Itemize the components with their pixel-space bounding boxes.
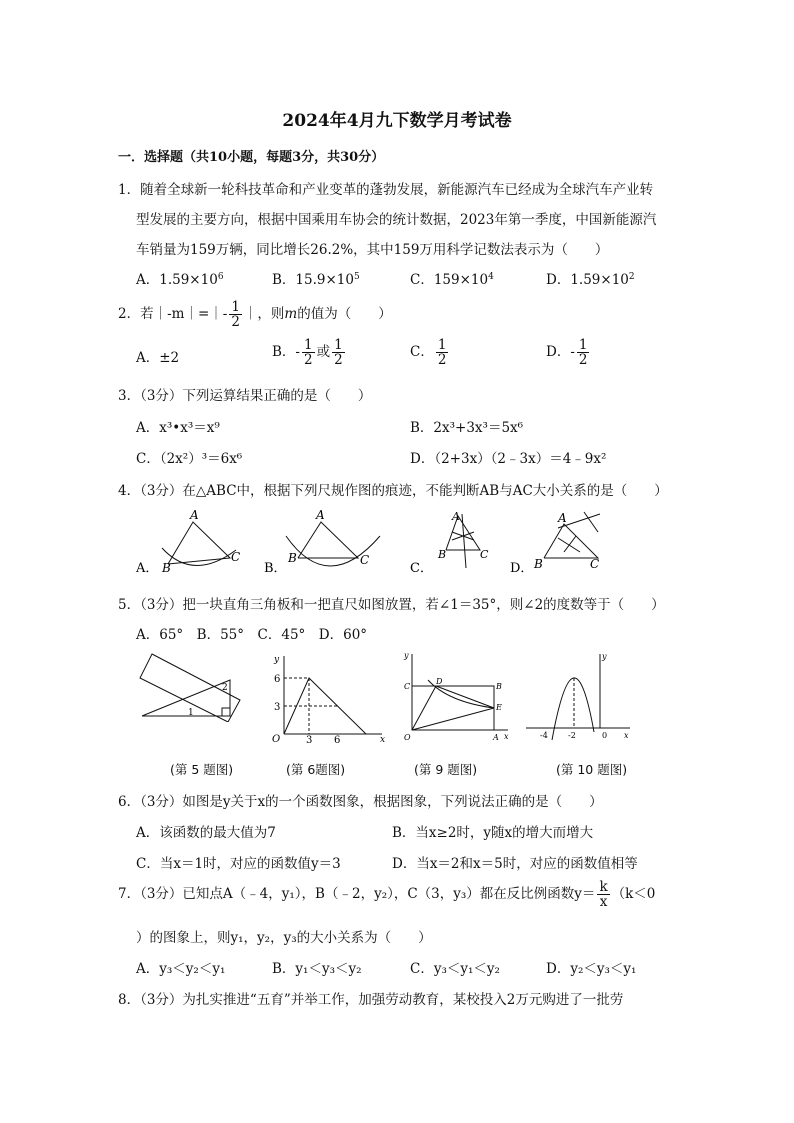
- q2-option-d: D．- $\frac{1}{2}$: [546, 337, 588, 368]
- svg-text:A: A: [558, 511, 567, 525]
- svg-text:O: O: [404, 733, 411, 742]
- figure-5-caption: (第 5 题图): [170, 762, 234, 777]
- svg-text:y: y: [274, 655, 280, 665]
- q1-line2: 型发展的主要方向，根据中国乘用车协会的统计数据，2023年第一季度，中国新能源汽: [136, 212, 657, 228]
- svg-text:B: B: [496, 682, 502, 691]
- q2-option-a: A．±2: [136, 350, 180, 366]
- q7-option-b: B．y₁＜y₃＜y₂: [272, 961, 362, 977]
- q6-option-b: B．当x≥2时，y随x的增大而增大: [392, 825, 594, 841]
- q1-option-c: C．$159\times 10^4$: [410, 272, 494, 288]
- q1-option-b: B．$15.9\times 10^5$: [272, 272, 360, 288]
- q4-label-c: C．: [410, 561, 433, 576]
- svg-text:A: A: [190, 508, 199, 522]
- section-heading: 一．选择题（共10小题，每题3分，共30分）: [118, 150, 385, 165]
- q4-stem: 4．（3分）在△ABC中，根据下列尺规作图的痕迹，不能判断AB与AC大小关系的是（ ）: [118, 483, 668, 499]
- svg-text:x: x: [624, 731, 629, 740]
- q2-option-c: C． $\frac{1}{2}$: [410, 337, 447, 368]
- svg-text:1: 1: [188, 708, 194, 718]
- q4-label-d: D．: [510, 561, 534, 576]
- svg-text:C: C: [360, 553, 370, 567]
- q7-option-a: A．y₃＜y₂＜y₁: [136, 961, 226, 977]
- q1-line1: 1．随着全球新一轮科技革命和产业变革的蓬勃发展，新能源汽车已经成为全球汽车产业转: [118, 182, 654, 198]
- q2-stem: 2．若｜-m｜=｜- $\frac{1}{2}$ ｜，则m的值为（ ）: [118, 299, 392, 330]
- q4-figure-d: [544, 512, 600, 558]
- svg-text:A: A: [316, 508, 325, 522]
- svg-text:O: O: [272, 734, 281, 744]
- q7-option-d: D．y₂＜y₃＜y₁: [546, 961, 637, 977]
- figure-10-caption: (第 10 题图): [556, 762, 628, 777]
- q4-figure-a: [162, 522, 236, 566]
- q7-line2: ）的图象上，则y₁，y₂，y₃的大小关系为（ ）: [136, 930, 432, 946]
- q7-option-c: C．y₃＜y₁＜y₂: [410, 961, 500, 977]
- svg-text:y: y: [404, 651, 409, 660]
- svg-text:B: B: [438, 548, 447, 561]
- q4-figures: [118, 506, 638, 578]
- q4-label-a: A．: [136, 561, 159, 576]
- svg-text:3: 3: [306, 735, 313, 744]
- svg-text:C: C: [404, 682, 411, 691]
- svg-text:B: B: [288, 551, 297, 565]
- q4-label-b: B．: [264, 561, 287, 576]
- q5-stem: 5．（3分）把一块直角三角板和一把直尺如图放置，若∠1＝35°，则∠2的度数等于（ ）: [118, 597, 665, 613]
- svg-text:B: B: [162, 561, 171, 575]
- figure-5: [130, 650, 250, 722]
- q3-option-c: C．（2x²）³＝6x⁶: [136, 451, 243, 467]
- svg-text:0: 0: [602, 731, 608, 740]
- svg-text:C: C: [480, 548, 489, 561]
- figure-6-caption: (第 6题图): [286, 762, 346, 777]
- q3-option-a: A．x³•x³＝x⁹: [136, 420, 220, 436]
- svg-text:x: x: [504, 732, 509, 741]
- svg-text:A: A: [493, 733, 499, 742]
- q6-option-c: C．当x＝1时，对应的函数值y＝3: [136, 856, 341, 872]
- svg-text:-2: -2: [568, 731, 576, 740]
- svg-text:-4: -4: [540, 731, 548, 740]
- svg-text:2: 2: [222, 683, 228, 693]
- figure-10: [522, 650, 634, 742]
- q6-option-d: D．当x＝2和x＝5时，对应的函数值相等: [392, 856, 638, 872]
- svg-text:6: 6: [334, 735, 341, 744]
- svg-text:A: A: [452, 510, 460, 523]
- svg-text:D: D: [436, 677, 443, 686]
- q6-option-a: A．该函数的最大值为7: [136, 825, 276, 841]
- q7-line1: 7．（3分）已知点A（﹣4，y₁），B（﹣2，y₂），C（3，y₃）都在反比例函数y＝ $\frac{k}{x}$ （k＜0: [118, 879, 656, 910]
- figure-9: [398, 650, 514, 742]
- svg-text:E: E: [496, 703, 502, 712]
- q5-options: A．65° B．55° C．45° D．60°: [136, 627, 368, 643]
- svg-text:C: C: [590, 557, 600, 571]
- q1-option-a: A．$1.59\times 10^6$: [136, 272, 224, 288]
- q3-option-d: D．（2+3x）（2﹣3x）＝4﹣9x²: [410, 451, 607, 467]
- q3-option-b: B．2x³+3x³＝5x⁶: [410, 420, 524, 436]
- svg-text:6: 6: [274, 674, 281, 685]
- q6-stem: 6．（3分）如图是y关于x的一个函数图象，根据图象，下列说法正确的是（ ）: [118, 794, 603, 810]
- svg-text:y: y: [602, 652, 607, 661]
- svg-text:3: 3: [274, 702, 281, 713]
- q3-stem: 3．（3分）下列运算结果正确的是（ ）: [118, 388, 372, 404]
- figure-9-caption: (第 9 题图): [414, 762, 478, 777]
- svg-text:x: x: [380, 735, 386, 744]
- page-title: 2024年4月九下数学月考试卷: [282, 111, 512, 131]
- svg-text:B: B: [534, 557, 543, 571]
- svg-text:C: C: [231, 550, 241, 564]
- q2-option-b: B．- $\frac{1}{2}$ 或 $\frac{1}{2}$: [272, 337, 343, 368]
- figure-6: [264, 648, 390, 744]
- q1-option-d: D．$1.59\times 10^2$: [546, 272, 635, 288]
- q1-line3: 车销量为159万辆，同比增长26.2%，其中159万用科学记数法表示为（ ）: [136, 242, 609, 258]
- q8-line1: 8．（3分）为扎实推进“五育”并举工作，加强劳动教育，某校投入2万元购进了一批劳: [118, 992, 624, 1008]
